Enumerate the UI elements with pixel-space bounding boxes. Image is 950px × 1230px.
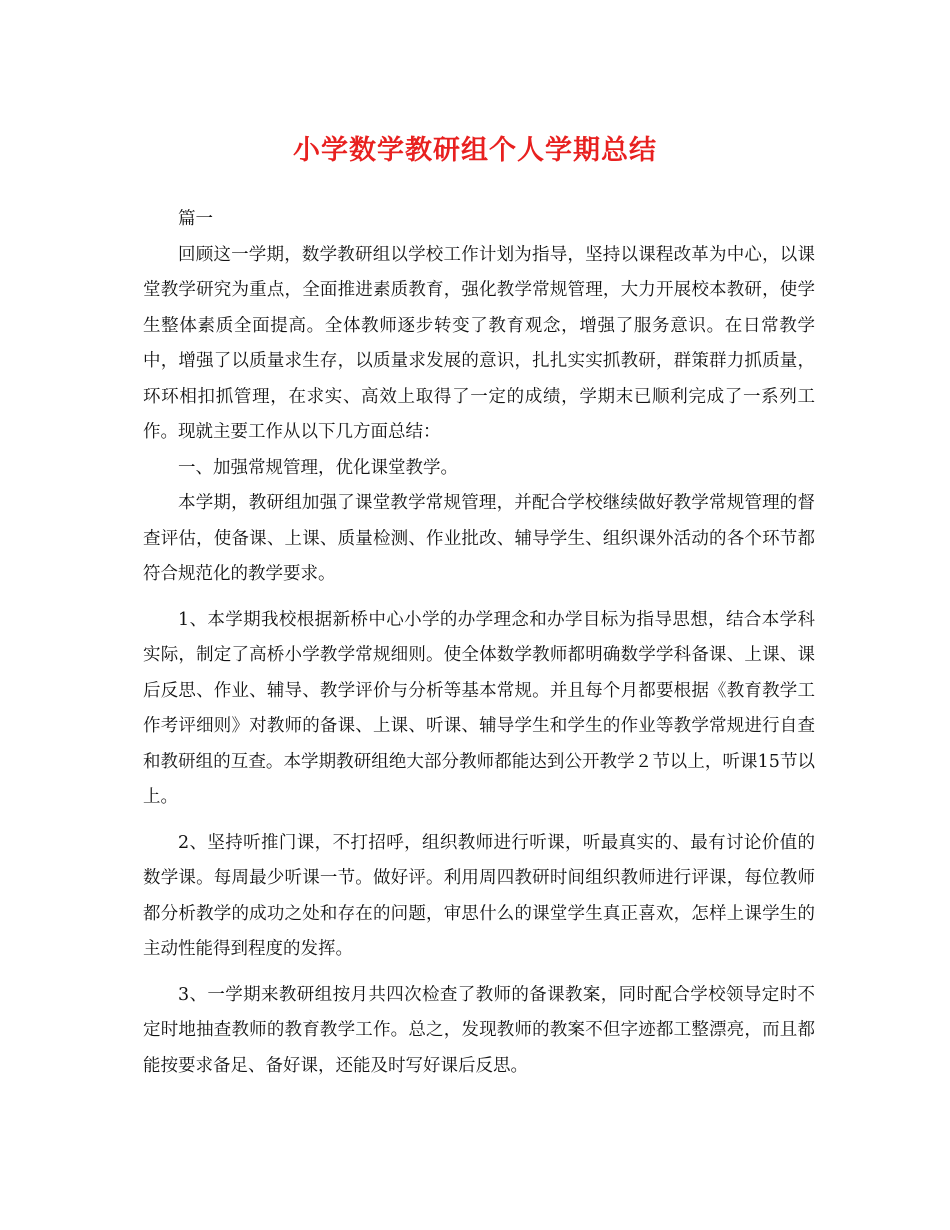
subsection-heading: 一、加强常规管理，优化课堂教学。	[178, 457, 458, 478]
section-heading: 篇一	[178, 209, 213, 229]
document-title: 小学数学教研组个人学期总结	[293, 135, 657, 166]
body-paragraph: 1、本学期我校根据新桥中心小学的办学理念和办学目标为指导思想，结合本学科实际，制定了高桥小学教学常规细则。使全体数学教师都明确数学学科备课、上课、课后反思、作业、辅导、教学评价与分析等基本常规。并且每个月都要根据《教育教学工作考评细则》对教师的备课、上课、听课、辅导学生和学生的作业等教学常规进行自查和教研组的互查。本学期教研组绝大部分教师都能达到公开教学２节以上，听课15节以上。	[143, 609, 815, 807]
body-paragraph: 本学期，教研组加强了课堂教学常规管理，并配合学校继续做好教学常规管理的督查评估，使备课、上课、质量检测、作业批改、辅导学生、组织课外活动的各个环节都符合规范化的教学要求。	[143, 493, 815, 584]
body-paragraph: 回顾这一学期，数学教研组以学校工作计划为指导，坚持以课程改革为中心，以课堂教学研究为重点，全面推进素质教育，强化教学常规管理，大力开展校本教研，使学生整体素质全面提高。全体教师逐步转变了教育观念，增强了服务意识。在日常教学中，增强了以质量求生存，以质量求发展的意识，扎扎实实抓教研，群策群力抓质量，环环相扣抓管理，在求实、高效上取得了一定的成绩，学期末已顺利完成了一系列工作。现就主要工作从以下几方面总结：	[143, 244, 815, 442]
body-paragraph: 2、坚持听推门课，不打招呼，组织教师进行听课，听最真实的、最有讨论价值的数学课。每周最少听课一节。做好评。利用周四教研时间组织教师进行评课，每位教师都分析教学的成功之处和存在的问题，审思什么的课堂学生真正喜欢，怎样上课学生的主动性能得到程度的发挥。	[143, 832, 815, 959]
document-body	[143, 202, 815, 1084]
body-paragraph: 3、一学期来教研组按月共四次检查了教师的备课教案，同时配合学校领导定时不定时地抽查教师的教育教学工作。总之，发现教师的教案不但字迹都工整漂亮，而且都能按要求备足、备好课，还能及时写好课后反思。	[143, 984, 815, 1076]
